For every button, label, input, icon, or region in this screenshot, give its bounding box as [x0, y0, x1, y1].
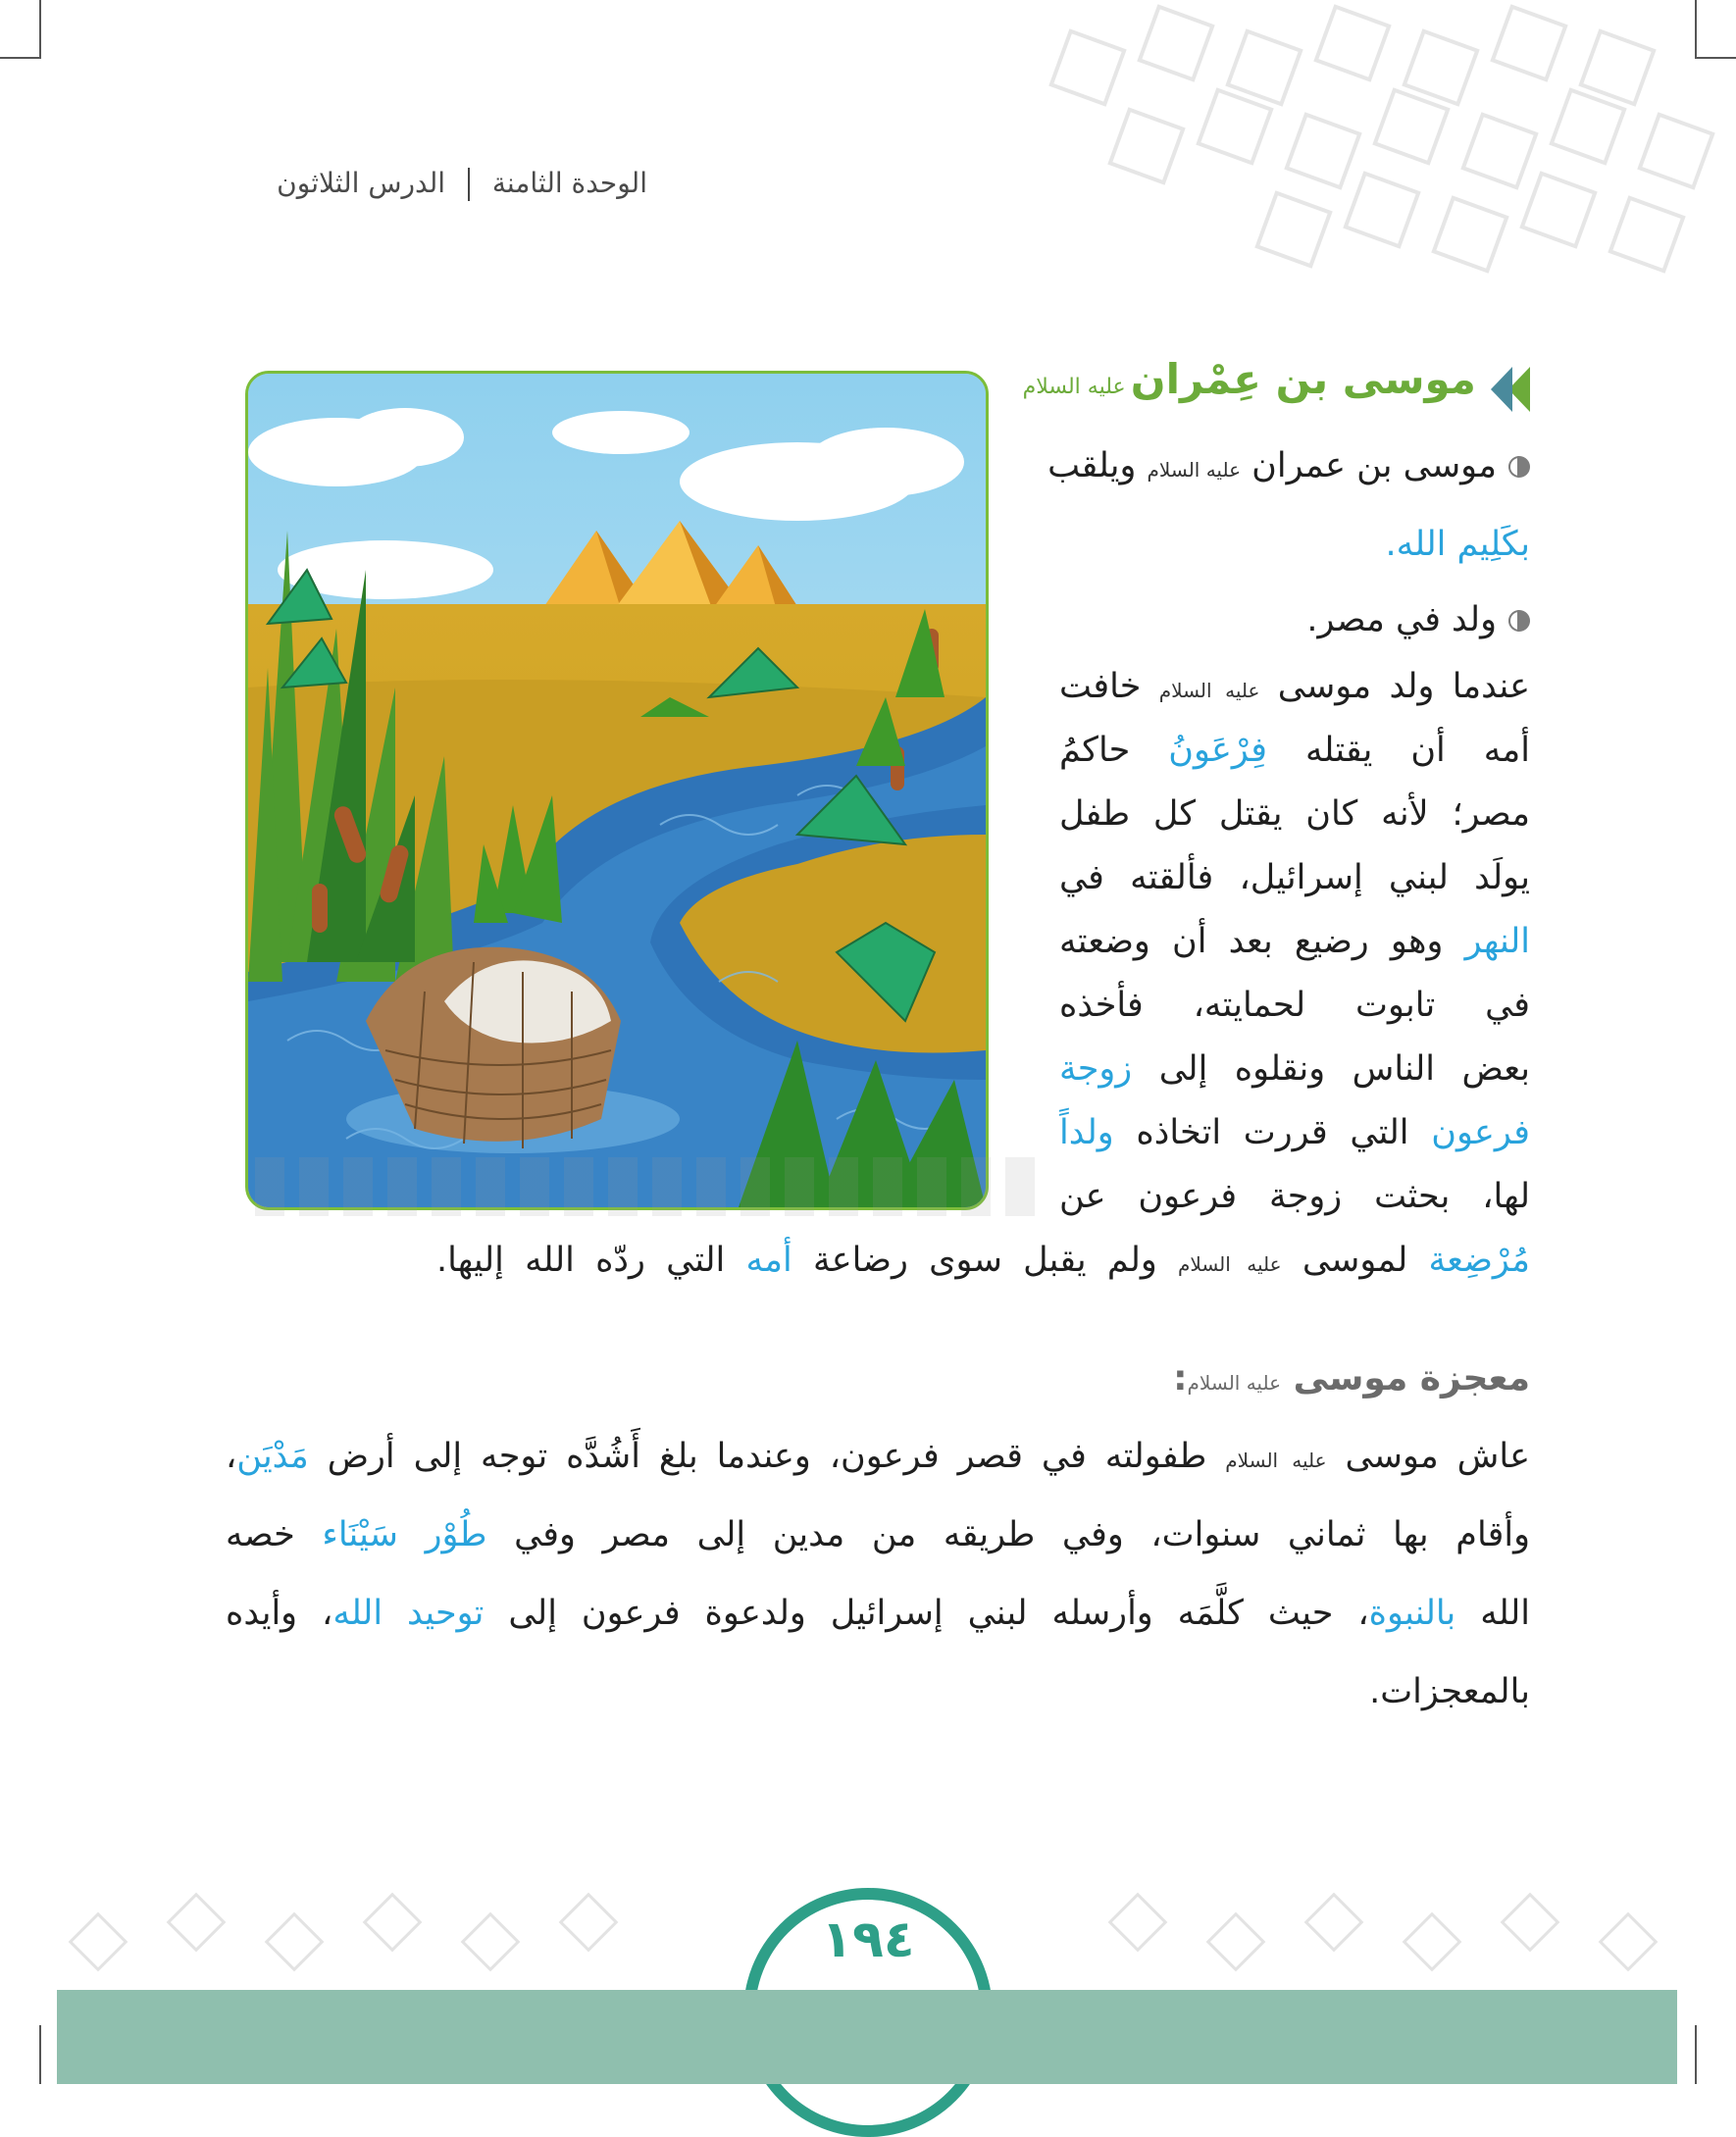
story-line: أمه أن يقتله فِرْعَونُ حاكمُ	[1059, 731, 1530, 770]
miracle-line: بالمعجزات.	[1369, 1672, 1530, 1711]
story-line: يولَد لبني إسرائيل، فألقته في	[1059, 858, 1530, 897]
crop-mark	[39, 0, 41, 59]
story-line: لها، بحثت زوجة فرعون عن	[1059, 1177, 1530, 1216]
story-line: عندما ولد موسى عليه السلام خافت	[1059, 667, 1530, 706]
story-line: في تابوت لحمايته، فأخذه	[1059, 986, 1530, 1025]
miracle-line: الله بالنبوة، حيث كلَّمَه وأرسله لبني إسرائيل ولدعوة فرعون إلى توحيد الله، وأيده	[226, 1594, 1530, 1633]
crop-mark	[1695, 2025, 1697, 2084]
header-divider	[468, 168, 470, 201]
miracle-line: عاش موسى عليه السلام طفولته في قصر فرعون، وعندما بلغ أَشُدَّه توجه إلى أرض مَدْيَن،	[226, 1437, 1530, 1476]
crop-mark	[39, 2025, 41, 2084]
half-circle-bullet-icon	[1508, 456, 1530, 478]
lesson-label: الدرس الثلاثون	[277, 167, 446, 199]
bullet-line-2: ولد في مصر.	[1306, 600, 1530, 639]
section-title: موسى بن عِمْران	[1130, 355, 1476, 403]
decorative-pattern	[1020, 0, 1736, 304]
double-chevron-icon	[1491, 367, 1530, 412]
story-line: بعض الناس ونقلوه إلى زوجة	[1059, 1049, 1530, 1089]
honorific: عليه السلام	[1022, 375, 1126, 399]
bullet-line-1: موسى بن عمران عليه السلام ويلقب	[1047, 446, 1530, 485]
miracle-title: معجزة موسى عليه السلام:	[1173, 1358, 1530, 1399]
story-line: مصر؛ لأنه كان يقتل كل طفل	[1059, 794, 1530, 834]
moses-basket-illustration	[245, 371, 989, 1210]
section-title-row	[1023, 355, 1530, 412]
miracle-line: وأقام بها ثماني سنوات، وفي طريقه من مدين إلى مصر وفي طُوْر سَيْنَاء خصه	[226, 1515, 1530, 1554]
half-circle-bullet-icon	[1508, 610, 1530, 632]
watermark	[255, 1157, 1040, 1216]
page-header	[277, 167, 647, 201]
footer-band-overlay	[57, 1990, 1677, 2084]
story-line: النهر وهو رضيع بعد أن وضعته	[1059, 922, 1530, 961]
crop-mark	[0, 57, 39, 59]
story-line: فرعون التي قررت اتخاذه ولداً	[1059, 1113, 1530, 1152]
page-number: ١٩٤	[821, 1910, 915, 1969]
unit-label: الوحدة الثامنة	[491, 167, 647, 199]
kalim-line: بكَلِيم الله.	[1385, 525, 1530, 564]
story-line: مُرْضِعة لموسى عليه السلام ولم يقبل سوى رضاعة أمه التي ردّه الله إليها.	[436, 1241, 1530, 1280]
